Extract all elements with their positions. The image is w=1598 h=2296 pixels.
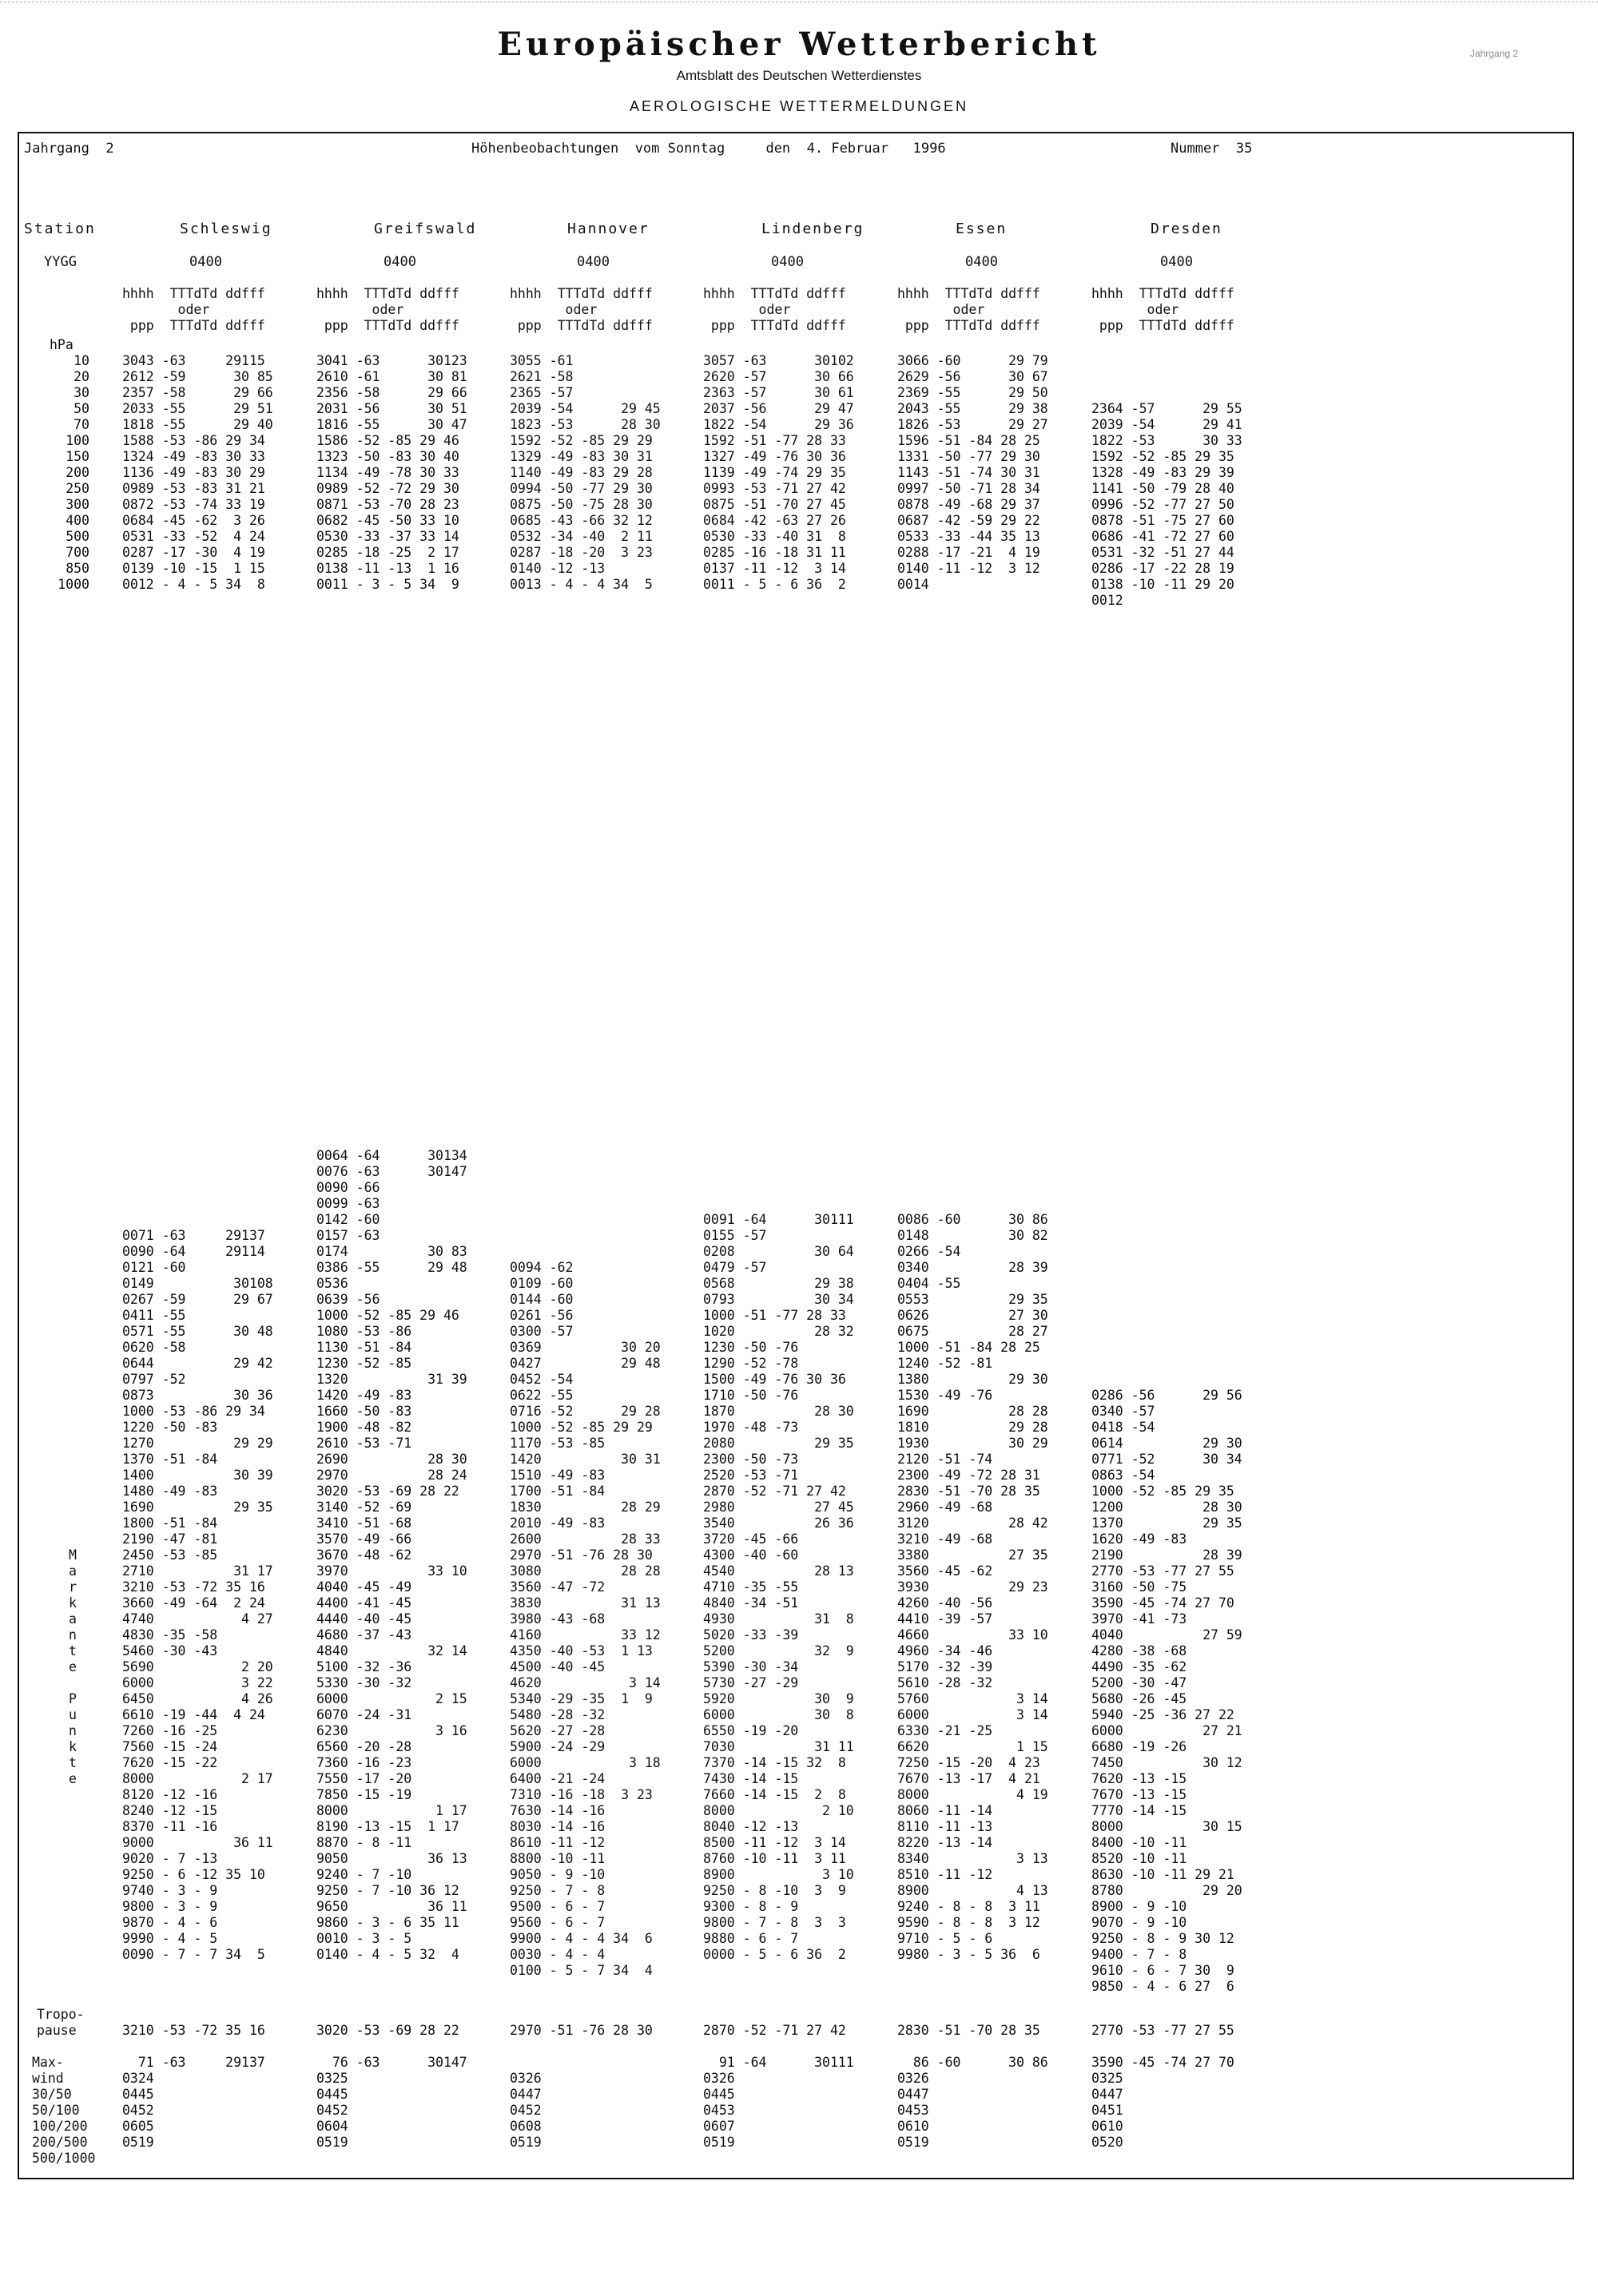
station-label: Station <box>24 220 96 237</box>
page-title: Europäischer Wetterbericht <box>497 26 1101 63</box>
tropopause-values: 2830 -51 -70 28 35 <box>897 2023 1040 2038</box>
standard-levels: 3057 -63 30102 2620 -57 30 66 2363 -57 30 61 2037 -56 29 47 1822 -54 29 36 1592 -51 -77 28 33 1327 -49 -76 30 36 1139 -49 -74 29 35 0993 -53 -71 27 42 0875 -51 -70 27 45 0684 -42 -63 27 26 0530 -33 -40 31 8 0285 -16 -18 31 11 0137 -11 -12 3 14 0011 - 5 - 6 36 2 <box>703 353 854 592</box>
column-header: hhhh TTTdTd ddfff oder ppp TTTdTd ddfff <box>1091 286 1234 333</box>
jahrgang-label: Jahrgang 2 <box>24 141 114 157</box>
station-name: Lindenberg <box>761 220 865 237</box>
hpa-label: hPa <box>50 337 74 352</box>
significant-points: 0071 -63 29137 0090 -64 29114 0121 -60 0149 30108 0267 -59 29 67 0411 -55 0571 -55 30 48 0620 -58 0644 29 42 0797 -52 0873 30 36 1000 -53 -86 29 34 1220 -50 -83 1270 29 29 1370 -51 -84 1400 30 39 1480 -49 -83 1690 29 35 1800 -51 -84 2190 -47 -81 2450 -53 -85 2710 31 17 3210 -53 -72 35 16 3660 -49 -64 2 24 4740 4 27 4830 -35 -58 5460 -30 -43 5690 2 20 6000 3 22 6450 4 26 6610 -19 -44 4 24 7260 -16 -25 7560 -15 -24 7620 -15 -22 8000 2 17 8120 -12 -16 8240 -12 -15 8370 -11 -16 9000 36 11 9020 - 7 -13 9250 - 6 -12 35 10 9740 - 3 - 9 9800 - 3 - 9 9870 - 4 - 6 9990 - 4 - 5 0090 - 7 - 7 34 5 <box>122 1228 273 1962</box>
standard-levels: 2364 -57 29 55 2039 -54 29 41 1822 -53 30 33 1592 -52 -85 29 35 1328 -49 -83 29 39 1141 -50 -79 28 40 0996 -52 -77 27 50 0878 -51 -75 27 60 0686 -41 -72 27 60 0531 -32 -51 27 44 0286 -17 -22 28 19 0138 -10 -11 29 20 0012 <box>1091 401 1242 608</box>
station-name: Schleswig <box>180 220 272 237</box>
station-name: Greifswald <box>374 220 477 237</box>
page-header <box>0 26 1598 115</box>
maxwind-values: 0326 0447 0452 0608 0519 <box>510 2071 542 2150</box>
significant-points: 0094 -62 0109 -60 0144 -60 0261 -56 0300 -57 0369 30 20 0427 29 48 0452 -54 0622 -55 0716 -52 29 28 1000 -52 -85 29 29 1170 -53 -85 1420 30 31 1510 -49 -83 1700 -51 -84 1830 28 29 2010 -49 -83 2600 28 33 2970 -51 -76 28 30 3080 28 28 3560 -47 -72 3830 31 13 3980 -43 -68 4160 33 12 4350 -40 -53 1 13 4500 -40 -45 4620 3 14 5340 -29 -35 1 9 5480 -28 -32 5620 -27 -28 5900 -24 -29 6000 3 18 6400 -21 -24 7310 -16 -18 3 23 7630 -14 -16 8030 -14 -16 8610 -11 -12 8800 -10 -11 9050 - 9 -10 9250 - 7 - 8 9500 - 6 - 7 9560 - 6 - 7 9900 - 4 - 4 34 6 0030 - 4 - 4 0100 - 5 - 7 34 4 <box>510 1260 661 1978</box>
tropopause-values: 2770 -53 -77 27 55 <box>1091 2023 1234 2038</box>
station-yygg: 0400 <box>189 254 222 270</box>
column-header: hhhh TTTdTd ddfff oder ppp TTTdTd ddfff <box>703 286 846 333</box>
tropopause-values: 2970 -51 -76 28 30 <box>510 2023 653 2038</box>
standard-levels: 3043 -63 29115 2612 -59 30 85 2357 -58 29 66 2033 -55 29 51 1818 -55 29 40 1588 -53 -86 29 34 1324 -49 -83 30 33 1136 -49 -83 30 29 0989 -53 -83 31 21 0872 -53 -74 33 19 0684 -45 -62 3 26 0531 -33 -52 4 24 0287 -17 -30 4 19 0139 -10 -15 1 15 0012 - 4 - 5 34 8 <box>122 353 273 592</box>
column-header: hhhh TTTdTd ddfff oder ppp TTTdTd ddfff <box>316 286 459 333</box>
significant-points: 0086 -60 30 86 0148 30 82 0266 -54 0340 28 39 0404 -55 0553 29 35 0626 27 30 0675 28 27 1000 -51 -84 28 25 1240 -52 -81 1380 29 30 1530 -49 -76 1690 28 28 1810 29 28 1930 30 29 2120 -51 -74 2300 -49 -72 28 31 2830 -51 -70 28 35 2960 -49 -68 3120 28 42 3210 -49 -68 3380 27 35 3560 -45 -62 3930 29 23 4260 -40 -56 4410 -39 -57 4660 33 10 4960 -34 -46 5170 -32 -39 5610 -28 -32 5760 3 14 6000 3 14 6330 -21 -25 6620 1 15 7250 -15 -20 4 23 7670 -13 -17 4 21 8000 4 19 8060 -11 -14 8110 -11 -13 8220 -13 -14 8340 3 13 8510 -11 -12 8900 4 13 9240 - 8 - 8 3 11 9590 - 8 - 8 3 12 9710 - 5 - 6 9980 - 3 - 5 36 6 <box>897 1212 1048 1962</box>
maxwind-label: Max- wind 30/50 50/100 100/200 200/500 500/1000 <box>32 2055 96 2166</box>
tropopause-values: 3020 -53 -69 28 22 <box>316 2023 459 2038</box>
station-yygg: 0400 <box>577 254 610 270</box>
station-yygg: 0400 <box>965 254 998 270</box>
standard-levels: 3066 -60 29 79 2629 -56 30 67 2369 -55 29 50 2043 -55 29 38 1826 -53 29 27 1596 -51 -84 28 25 1331 -50 -77 29 30 1143 -51 -74 30 31 0997 -50 -71 28 34 0878 -49 -68 29 37 0687 -42 -59 29 22 0533 -33 -44 35 13 0288 -17 -21 4 19 0140 -11 -12 3 12 0014 <box>897 353 1048 592</box>
tropopause-values: 3210 -53 -72 35 16 <box>122 2023 265 2038</box>
yygg-label: YYGG <box>44 254 77 270</box>
column-header: hhhh TTTdTd ddfff oder ppp TTTdTd ddfff <box>122 286 265 333</box>
maxwind-values: 71 -63 29137 0324 0445 0452 0605 0519 <box>122 2055 265 2150</box>
maxwind-values: 86 -60 30 86 0326 0447 0453 0610 0519 <box>897 2055 1048 2150</box>
column-header: hhhh TTTdTd ddfff oder ppp TTTdTd ddfff <box>897 286 1040 333</box>
significant-points: 0091 -64 30111 0155 -57 0208 30 64 0479 -57 0568 29 38 0793 30 34 1000 -51 -77 28 33 1020 28 32 1230 -50 -76 1290 -52 -78 1500 -49 -76 30 36 1710 -50 -76 1870 28 30 1970 -48 -73 2080 29 35 2300 -50 -73 2520 -53 -71 2870 -52 -71 27 42 2980 27 45 3540 26 36 3720 -45 -66 4300 -40 -60 4540 28 13 4710 -35 -55 4840 -34 -51 4930 31 8 5020 -33 -39 5200 32 9 5390 -30 -34 5730 -27 -29 5920 30 9 6000 30 8 6550 -19 -20 7030 31 11 7370 -14 -15 32 8 7430 -14 -15 7660 -14 -15 2 8 8000 2 10 8040 -12 -13 8500 -11 -12 3 14 8760 -10 -11 3 11 8900 3 10 9250 - 8 -10 3 9 9300 - 8 - 9 9800 - 7 - 8 3 3 9880 - 6 - 7 0000 - 5 - 6 36 2 <box>703 1212 854 1962</box>
significant-points: 0286 -56 29 56 0340 -57 0418 -54 0614 29 30 0771 -52 30 34 0863 -54 1000 -52 -85 29 35 1200 28 30 1370 29 35 1620 -49 -83 2190 28 39 2770 -53 -77 27 55 3160 -50 -75 3590 -45 -74 27 70 3970 -41 -73 4040 27 59 4280 -38 -68 4490 -35 -62 5200 -30 -47 5680 -26 -45 5940 -25 -36 27 22 6000 27 21 6680 -19 -26 7450 30 12 7620 -13 -15 7670 -13 -15 7770 -14 -15 8000 30 15 8400 -10 -11 8520 -10 -11 8630 -10 -11 29 21 8780 29 20 8900 - 9 -10 9070 - 9 -10 9250 - 8 - 9 30 12 9400 - 7 - 8 9610 - 6 - 7 30 9 9850 - 4 - 6 27 6 <box>1091 1388 1242 1994</box>
station-yygg: 0400 <box>1160 254 1193 270</box>
markante-punkte-label: M a r k a n t e P u n k t e <box>69 1547 77 1786</box>
standard-levels: 3041 -63 30123 2610 -61 30 81 2356 -58 29 66 2031 -56 30 51 1816 -55 30 47 1586 -52 -85 29 46 1323 -50 -83 30 40 1134 -49 -78 30 33 0989 -52 -72 29 30 0871 -53 -70 28 23 0682 -45 -50 33 10 0530 -33 -37 33 14 0285 -18 -25 2 17 0138 -11 -13 1 16 0011 - 3 - 5 34 9 <box>316 353 467 592</box>
issue-number: Nummer 35 <box>1171 141 1253 157</box>
corner-mark: Jahrgang 2 <box>1469 48 1518 59</box>
tropopause-values: 2870 -52 -71 27 42 <box>703 2023 846 2038</box>
observation-date: Höhenbeobachtungen vom Sonntag den 4. Februar 1996 <box>471 141 946 157</box>
station-yygg: 0400 <box>771 254 804 270</box>
pressure-levels: 10 20 30 50 70 100 150 200 250 300 400 500 700 850 1000 <box>58 353 89 592</box>
maxwind-values: 91 -64 30111 0326 0445 0453 0607 0519 <box>703 2055 854 2150</box>
maxwind-values: 3590 -45 -74 27 70 0325 0447 0451 0610 0520 <box>1091 2055 1234 2150</box>
station-name: Essen <box>956 220 1008 237</box>
station-yygg: 0400 <box>384 254 416 270</box>
maxwind-values: 76 -63 30147 0325 0445 0452 0604 0519 <box>316 2055 467 2150</box>
significant-points: 0064 -64 30134 0076 -63 30147 0090 -66 0099 -63 0142 -60 0157 -63 0174 30 83 0386 -55 29 48 0536 0639 -56 1000 -52 -85 29 46 1080 -53 -86 1130 -51 -84 1230 -52 -85 1320 31 39 1420 -49 -83 1660 -50 -83 1900 -48 -82 2610 -53 -71 2690 28 30 2970 28 24 3020 -53 -69 28 22 3140 -52 -69 3410 -51 -68 3570 -49 -66 3670 -48 -62 3970 33 10 4040 -45 -49 4400 -41 -45 4440 -40 -45 4680 -37 -43 4840 32 14 5100 -32 -36 5330 -30 -32 6000 2 15 6070 -24 -31 6230 3 16 6560 -20 -28 7360 -16 -23 7550 -17 -20 7850 -15 -19 8000 1 17 8190 -13 -15 1 17 8870 - 8 -11 9050 36 13 9240 - 7 -10 9250 - 7 -10 36 12 9650 36 11 9860 - 3 - 6 35 11 0010 - 3 - 5 0140 - 4 - 5 32 4 <box>316 1148 467 1962</box>
station-name: Hannover <box>567 220 650 237</box>
section-title: AEROLOGISCHE WETTERMELDUNGEN <box>629 98 969 114</box>
standard-levels: 3055 -61 2621 -58 2365 -57 2039 -54 29 45 1823 -53 28 30 1592 -52 -85 29 29 1329 -49 -83 30 31 1140 -49 -83 29 28 0994 -50 -77 29 30 0875 -50 -75 28 30 0685 -43 -66 32 12 0532 -34 -40 2 11 0287 -18 -20 3 23 0140 -12 -13 0013 - 4 - 4 34 5 <box>510 353 661 592</box>
station-name: Dresden <box>1151 220 1222 237</box>
page-subtitle: Amtsblatt des Deutschen Wetterdienstes <box>676 68 922 83</box>
column-header: hhhh TTTdTd ddfff oder ppp TTTdTd ddfff <box>510 286 653 333</box>
tropopause-label: Tropo- pause <box>37 2007 85 2038</box>
